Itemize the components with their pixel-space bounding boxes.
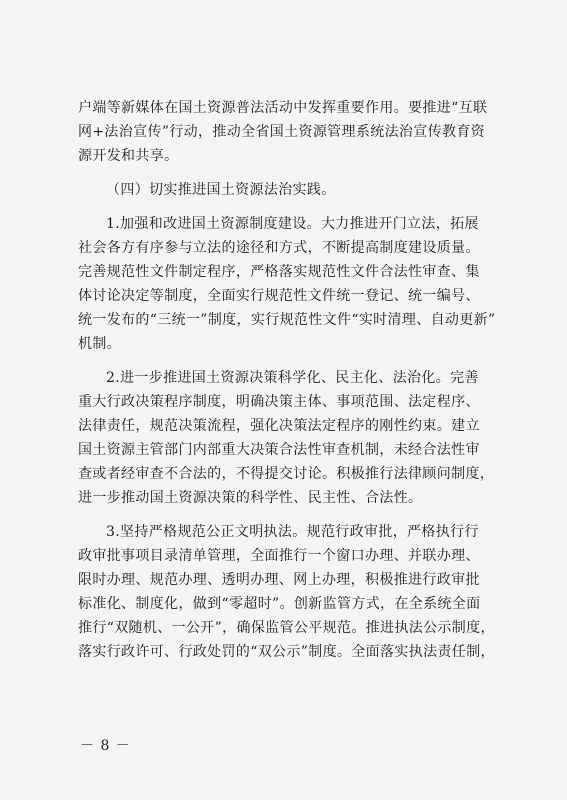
text-line: 体讨论决定等制度，全面实行规范性文件统一登记、统一编号、 bbox=[78, 288, 480, 304]
text-line: 统一发布的“三统一”制度，实行规范性文件“实时清理、自动更新” bbox=[78, 312, 496, 328]
text-line: 户端等新媒体在国土资源普法活动中发挥重要作用。要推进“互联 bbox=[78, 100, 488, 116]
text-line: 落实行政许可、行政处罚的“双公示”制度。全面落实执法责任制， bbox=[78, 644, 495, 660]
paragraph-first-line: 1.加强和改进国土资源制度建设。大力推进开门立法，拓展 bbox=[106, 216, 479, 232]
text-line: 完善规范性文件制定程序，严格落实规范性文件合法性审查、集 bbox=[78, 264, 480, 280]
text-line: 推行“双随机、一公开”，确保监管公平规范。推进执法公示制度， bbox=[78, 620, 495, 636]
paragraph-first-line: 2.进一步推进国土资源决策科学化、民主化、法治化。完善 bbox=[106, 370, 479, 386]
text-line: 政审批事项目录清单管理，全面推行一个窗口办理、并联办理、 bbox=[78, 548, 480, 564]
text-line: 查或者经审查不合法的，不得提交讨论。积极推行法律顾问制度， bbox=[78, 466, 495, 482]
text-line: 网+法治宣传”行动，推动全省国土资源管理系统法治宣传教育资 bbox=[78, 124, 486, 140]
text-line: 源开发和共享。 bbox=[78, 148, 179, 164]
text-line: 重大行政决策程序制度，明确决策主体、事项范围、法定程序、 bbox=[78, 394, 480, 410]
text-line: 社会各方有序参与立法的途径和方式，不断提高制度建设质量。 bbox=[78, 240, 480, 256]
text-line: 限时办理、规范办理、透明办理、网上办理，积极推进行政审批 bbox=[78, 572, 480, 588]
paragraph-first-line: 3.坚持严格规范公正文明执法。规范行政审批，严格执行行 bbox=[106, 524, 479, 540]
text-line: 标准化、制度化，做到“零超时”。创新监管方式，在全系统全面 bbox=[78, 596, 481, 612]
section-heading: （四）切实推进国土资源法治实践。 bbox=[106, 182, 336, 198]
document-body bbox=[78, 96, 502, 664]
text-line: 机制。 bbox=[78, 336, 122, 352]
text-line: 进一步推动国土资源决策的科学性、民主性、合法性。 bbox=[78, 490, 423, 506]
text-line: 国土资源主管部门内部重大决策合法性审查机制，未经合法性审 bbox=[78, 442, 480, 458]
text-line: 法律责任，规范决策流程，强化决策法定程序的刚性约束。建立 bbox=[78, 418, 480, 434]
page-number: － 8 － bbox=[80, 738, 131, 754]
